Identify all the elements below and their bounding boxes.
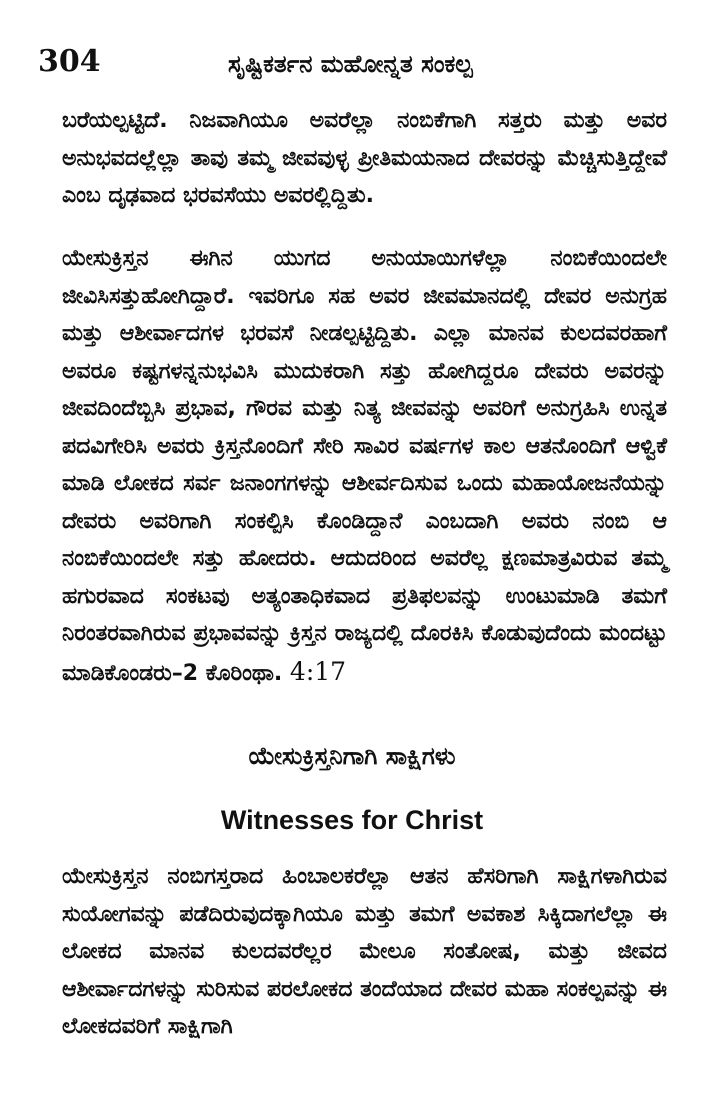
paragraph-followers	[62, 240, 667, 692]
section-heading-english: Witnesses for Christ	[220, 805, 484, 835]
running-head: ಸೃಷ್ಟಿಕರ್ತನ ಮಹೋನ್ನತ ಸಂಕಲ್ಪ	[228, 50, 473, 78]
paragraph-continuation: ಬರೆಯಲ್ಪಟ್ಟಿದೆ. ನಿಜವಾಗಿಯೂ ಅವರೆಲ್ಲಾ ನಂಬಿಕೆಗಾಗಿ ಸತ್ತರು ಮತ್ತು ಅವರ ಅನುಭವದಲ್ಲೆಲ್ಲಾ ತಾವು ತಮ್ಮ ಜೀವವುಳ್ಳ ಪ್ರೀತಿಮಯನಾದ ದೇವರನ್ನು ಮೆಚ್ಚಿಸುತ್ತಿದ್ದೇವೆ ಎಂಬ ದೃಢವಾದ ಭರವಸೆಯು ಅವರಲ್ಲಿದ್ದಿತು.	[62, 108, 667, 208]
scripture-reference: 4:17	[289, 656, 347, 686]
paragraph-followers-text: ಯೇಸುಕ್ರಿಸ್ತನ ಈಗಿನ ಯುಗದ ಅನುಯಾಯಿಗಳೆಲ್ಲಾ ನಂಬಿಕೆಯಿಂದಲೇ ಜೀವಿಸಿಸತ್ತುಹೋಗಿದ್ದಾರೆ. ಇವರಿಗೂ ಸಹ ಅವರ ಜೀವಮಾನದಲ್ಲಿ ದೇವರ ಅನುಗ್ರಹ ಮತ್ತು ಆಶೀರ್ವಾದಗಳ ಭರವಸೆ ನೀಡಲ್ಪಟ್ಟಿದ್ದಿತು. ಎಲ್ಲಾ ಮಾನವ ಕುಲದವರಹಾಗೆ ಅವರೂ ಕಷ್ಟಗಳನ್ನನುಭವಿಸಿ ಮುದುಕರಾಗಿ ಸತ್ತು ಹೋಗಿದ್ದರೂ ದೇವರು ಅವರನ್ನು ಜೀವದಿಂದೆಬ್ಬಿಸಿ ಪ್ರಭಾವ, ಗೌರವ ಮತ್ತು ನಿತ್ಯ ಜೀವವನ್ನು ಅವರಿಗೆ ಅನುಗ್ರಹಿಸಿ ಉನ್ನತ ಪದವಿಗೇರಿಸಿ ಅವರು ಕ್ರಿಸ್ತನೊಂದಿಗೆ ಸೇರಿ ಸಾವಿರ ವರ್ಷಗಳ ಕಾಲ ಆತನೊಂದಿಗೆ ಆಳ್ವಿಕೆ ಮಾಡಿ ಲೋಕದ ಸರ್ವ ಜನಾಂಗಗಳನ್ನು ಆಶೀರ್ವದಿಸುವ ಒಂದು ಮಹಾಯೋಜನೆಯನ್ನು ದೇವರು ಅವರಿಗಾಗಿ ಸಂಕಲ್ಪಿಸಿ ಕೊಂಡಿದ್ದಾನೆ ಎಂಬದಾಗಿ ಅವರು ನಂಬಿ ಆ ನಂಬಿಕೆಯಿಂದಲೇ ಸತ್ತು ಹೋದರು. ಆದುದರಿಂದ ಅವರೆಲ್ಲ ಕ್ಷಣಮಾತ್ರವಿರುವ ತಮ್ಮ ಹಗುರವಾದ ಸಂಕಟವು ಅತ್ಯಂತಾಧಿಕವಾದ ಪ್ರತಿಫಲವನ್ನು ಉಂಟುಮಾಡಿ ತಮಗೆ ನಿರಂತರವಾಗಿರುವ ಪ್ರಭಾವವನ್ನು ಕ್ರಿಸ್ತನ ರಾಜ್ಯದಲ್ಲಿ ದೊರಕಿಸಿ ಕೊಡುವುದೆಂದು ಮಂದಟ್ಟು ಮಾಡಿಕೊಂಡರು–2 ಕೊರಿಂಥಾ.	[62, 246, 667, 686]
page-header	[38, 38, 678, 88]
paragraph-witnesses: ಯೇಸುಕ್ರಿಸ್ತನ ನಂಬಿಗಸ್ತರಾದ ಹಿಂಬಾಲಕರೆಲ್ಲಾ ಆತನ ಹೆಸರಿಗಾಗಿ ಸಾಕ್ಷಿಗಳಾಗಿರುವ ಸುಯೋಗವನ್ನು ಪಡೆದಿರುವುದಕ್ಕಾಗಿಯೂ ಮತ್ತು ತಮಗೆ ಅವಕಾಶ ಸಿಕ್ಕಿದಾಗಲೆಲ್ಲಾ ಈ ಲೋಕದ ಮಾನವ ಕುಲದವರೆಲ್ಲರ ಮೇಲೂ ಸಂತೋಷ, ಮತ್ತು ಜೀವದ ಆಶೀರ್ವಾದಗಳನ್ನು ಸುರಿಸುವ ಪರಲೋಕದ ತಂದೆಯಾದ ದೇವರ ಮಹಾ ಸಂಕಲ್ಪವನ್ನು ಈ ಲೋಕದವರಿಗೆ ಸಾಕ್ಷಿಗಾಗಿ	[62, 864, 667, 1039]
page-number: 304	[38, 44, 101, 79]
section-heading-kannada: ಯೇಸುಕ್ರಿಸ್ತನಿಗಾಗಿ ಸಾಕ್ಷಿಗಳು	[248, 742, 456, 770]
